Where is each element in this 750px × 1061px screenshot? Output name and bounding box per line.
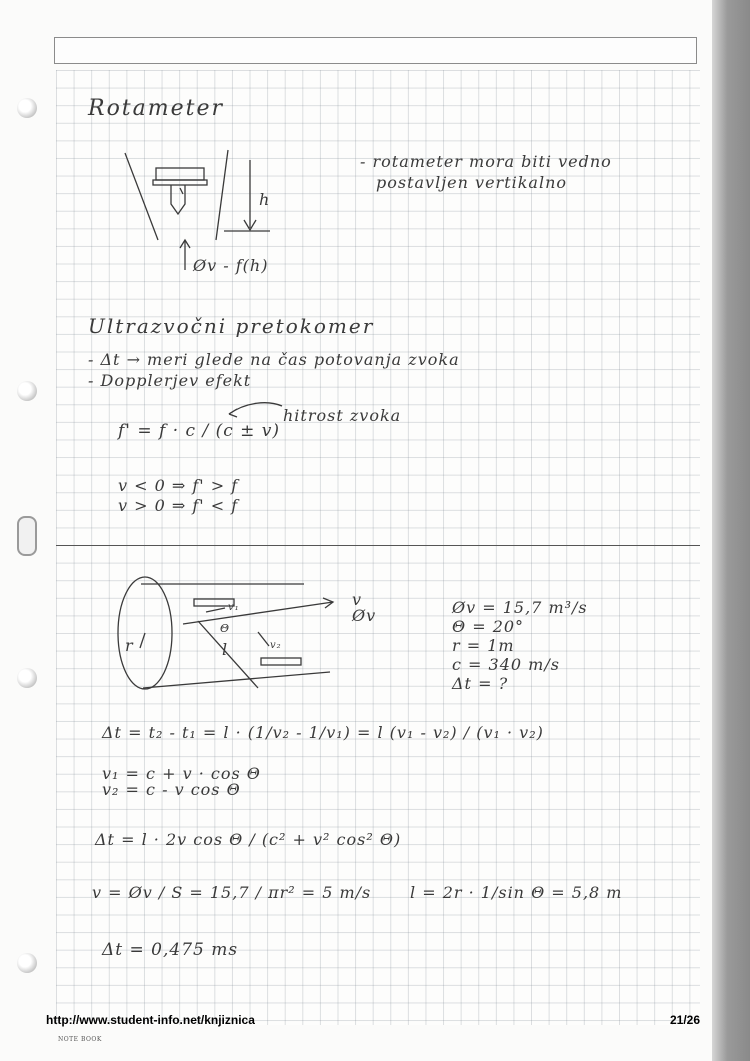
binder-hole-icon — [17, 98, 37, 118]
header-box — [54, 37, 697, 64]
given-sound-speed: c = 340 m/s — [452, 655, 560, 674]
ultrasonic-title: Ultrazvočni pretokomer — [88, 314, 375, 338]
equation-path-length: l = 2r · 1/sin Θ = 5,8 m — [410, 883, 623, 902]
doppler-pointer-sketch — [226, 398, 286, 422]
given-radius: r = 1m — [452, 636, 515, 655]
footer-url[interactable]: http://www.student-info.net/knjiznica — [46, 1013, 255, 1027]
pipe-sketch — [118, 576, 358, 696]
binder-hole-icon — [17, 953, 37, 973]
equation-delta-t: Δt = t₂ - t₁ = l · (1/v₂ - 1/v₁) = l (v₁ - v₂) / (v₁ · v₂) — [102, 723, 544, 742]
given-flow: Øv = 15,7 m³/s — [452, 598, 588, 617]
rotameter-note-line1: - rotameter mora biti vedno — [360, 152, 612, 171]
rotameter-formula: Øv - f(h) — [193, 256, 269, 275]
velocity-label: v — [352, 590, 363, 609]
doppler-condition-1: v < 0 ⇒ f' > f — [118, 476, 239, 495]
rotameter-title: Rotameter — [88, 96, 225, 121]
binder-coil-icon — [17, 516, 37, 556]
given-angle: Θ = 20° — [452, 617, 525, 636]
binder-hole-icon — [17, 668, 37, 688]
height-label: h — [259, 190, 271, 209]
notebook-brand: NOTE BOOK — [58, 1036, 102, 1043]
rotameter-note-line2: postavljen vertikalno — [376, 173, 568, 192]
section-divider — [56, 545, 700, 546]
speed-note: hitrost zvoka — [283, 406, 402, 425]
unknown-dt: Δt = ? — [452, 674, 509, 693]
flow-label: Øv — [352, 606, 377, 625]
page-edge — [712, 0, 750, 1061]
sensor-2-label: v₂ — [270, 640, 282, 651]
ultrasonic-item1: - Δt → meri glede na čas potovanja zvoka — [88, 350, 460, 369]
ultrasonic-item2: - Dopplerjev efekt — [88, 371, 252, 390]
equation-velocity: v = Øv / S = 15,7 / πr² = 5 m/s — [92, 883, 372, 902]
path-length-label: l — [222, 640, 229, 659]
equation-v2: v₂ = c - v cos Θ — [102, 780, 241, 799]
angle-label: Θ — [220, 622, 231, 635]
doppler-formula: f' = f · c / (c ± v) — [118, 421, 281, 441]
result-delta-t: Δt = 0,475 ms — [102, 940, 239, 960]
doppler-condition-2: v > 0 ⇒ f' < f — [118, 496, 239, 515]
equation-v1: v₁ = c + v · cos Θ — [102, 764, 261, 783]
sensor-1-label: v₁ — [228, 602, 240, 613]
binder-hole-icon — [17, 381, 37, 401]
radius-label: r — [125, 636, 134, 655]
equation-delta-t-expanded: Δt = l · 2v cos Θ / (c² + v² cos² Θ) — [95, 830, 402, 849]
footer-page-number: 21/26 — [670, 1013, 701, 1027]
